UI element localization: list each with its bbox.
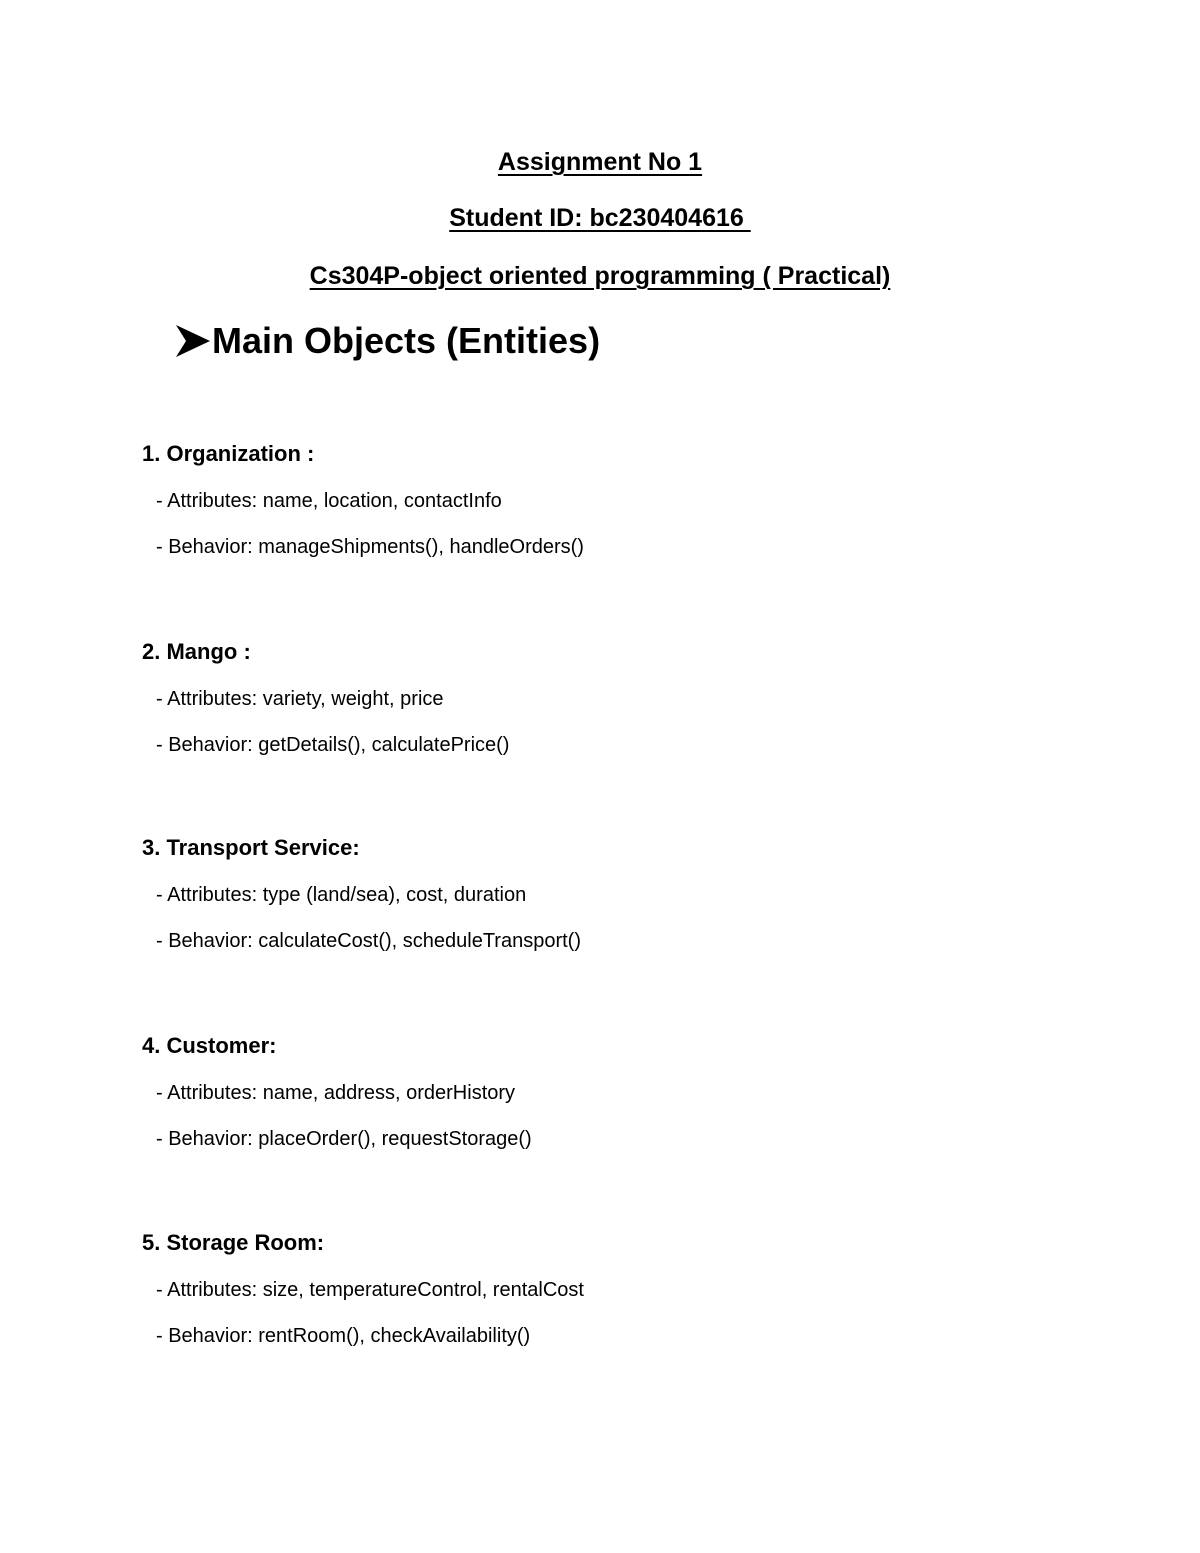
entity-title: 3. Transport Service: bbox=[142, 835, 360, 860]
entity-behavior: - Behavior: calculateCost(), scheduleTransport() bbox=[156, 930, 581, 952]
entity-attributes: - Attributes: variety, weight, price bbox=[156, 688, 444, 710]
entity-attributes: - Attributes: size, temperatureControl, rentalCost bbox=[156, 1279, 584, 1301]
entity-attributes: - Attributes: name, location, contactInfo bbox=[156, 490, 502, 512]
entity-title: 5. Storage Room: bbox=[142, 1230, 325, 1255]
section-heading bbox=[174, 318, 600, 364]
entity-attributes: - Attributes: type (land/sea), cost, duration bbox=[156, 884, 527, 906]
entity-organization bbox=[142, 440, 584, 560]
entity-behavior: - Behavior: rentRoom(), checkAvailability() bbox=[156, 1325, 531, 1347]
course-title: Cs304P-object oriented programming ( Practical) bbox=[309, 262, 891, 290]
entity-attributes: - Attributes: name, address, orderHistory bbox=[156, 1082, 516, 1104]
entity-behavior: - Behavior: manageShipments(), handleOrders() bbox=[156, 536, 584, 558]
entity-customer bbox=[142, 1032, 532, 1152]
student-id: Student ID: bc230404616 bbox=[449, 204, 751, 232]
entity-transport-service bbox=[142, 834, 581, 954]
entity-mango bbox=[142, 638, 509, 758]
entity-behavior: - Behavior: placeOrder(), requestStorage() bbox=[156, 1128, 532, 1150]
entity-storage-room bbox=[142, 1229, 584, 1349]
section-heading-text: Main Objects (Entities) bbox=[212, 320, 601, 361]
entity-title: 4. Customer: bbox=[142, 1033, 277, 1058]
entity-title: 2. Mango : bbox=[142, 639, 251, 664]
arrowhead-bullet-icon bbox=[174, 321, 212, 361]
entity-title: 1. Organization : bbox=[142, 441, 315, 466]
entity-behavior: - Behavior: getDetails(), calculatePrice() bbox=[156, 734, 510, 756]
assignment-title: Assignment No 1 bbox=[497, 148, 703, 176]
